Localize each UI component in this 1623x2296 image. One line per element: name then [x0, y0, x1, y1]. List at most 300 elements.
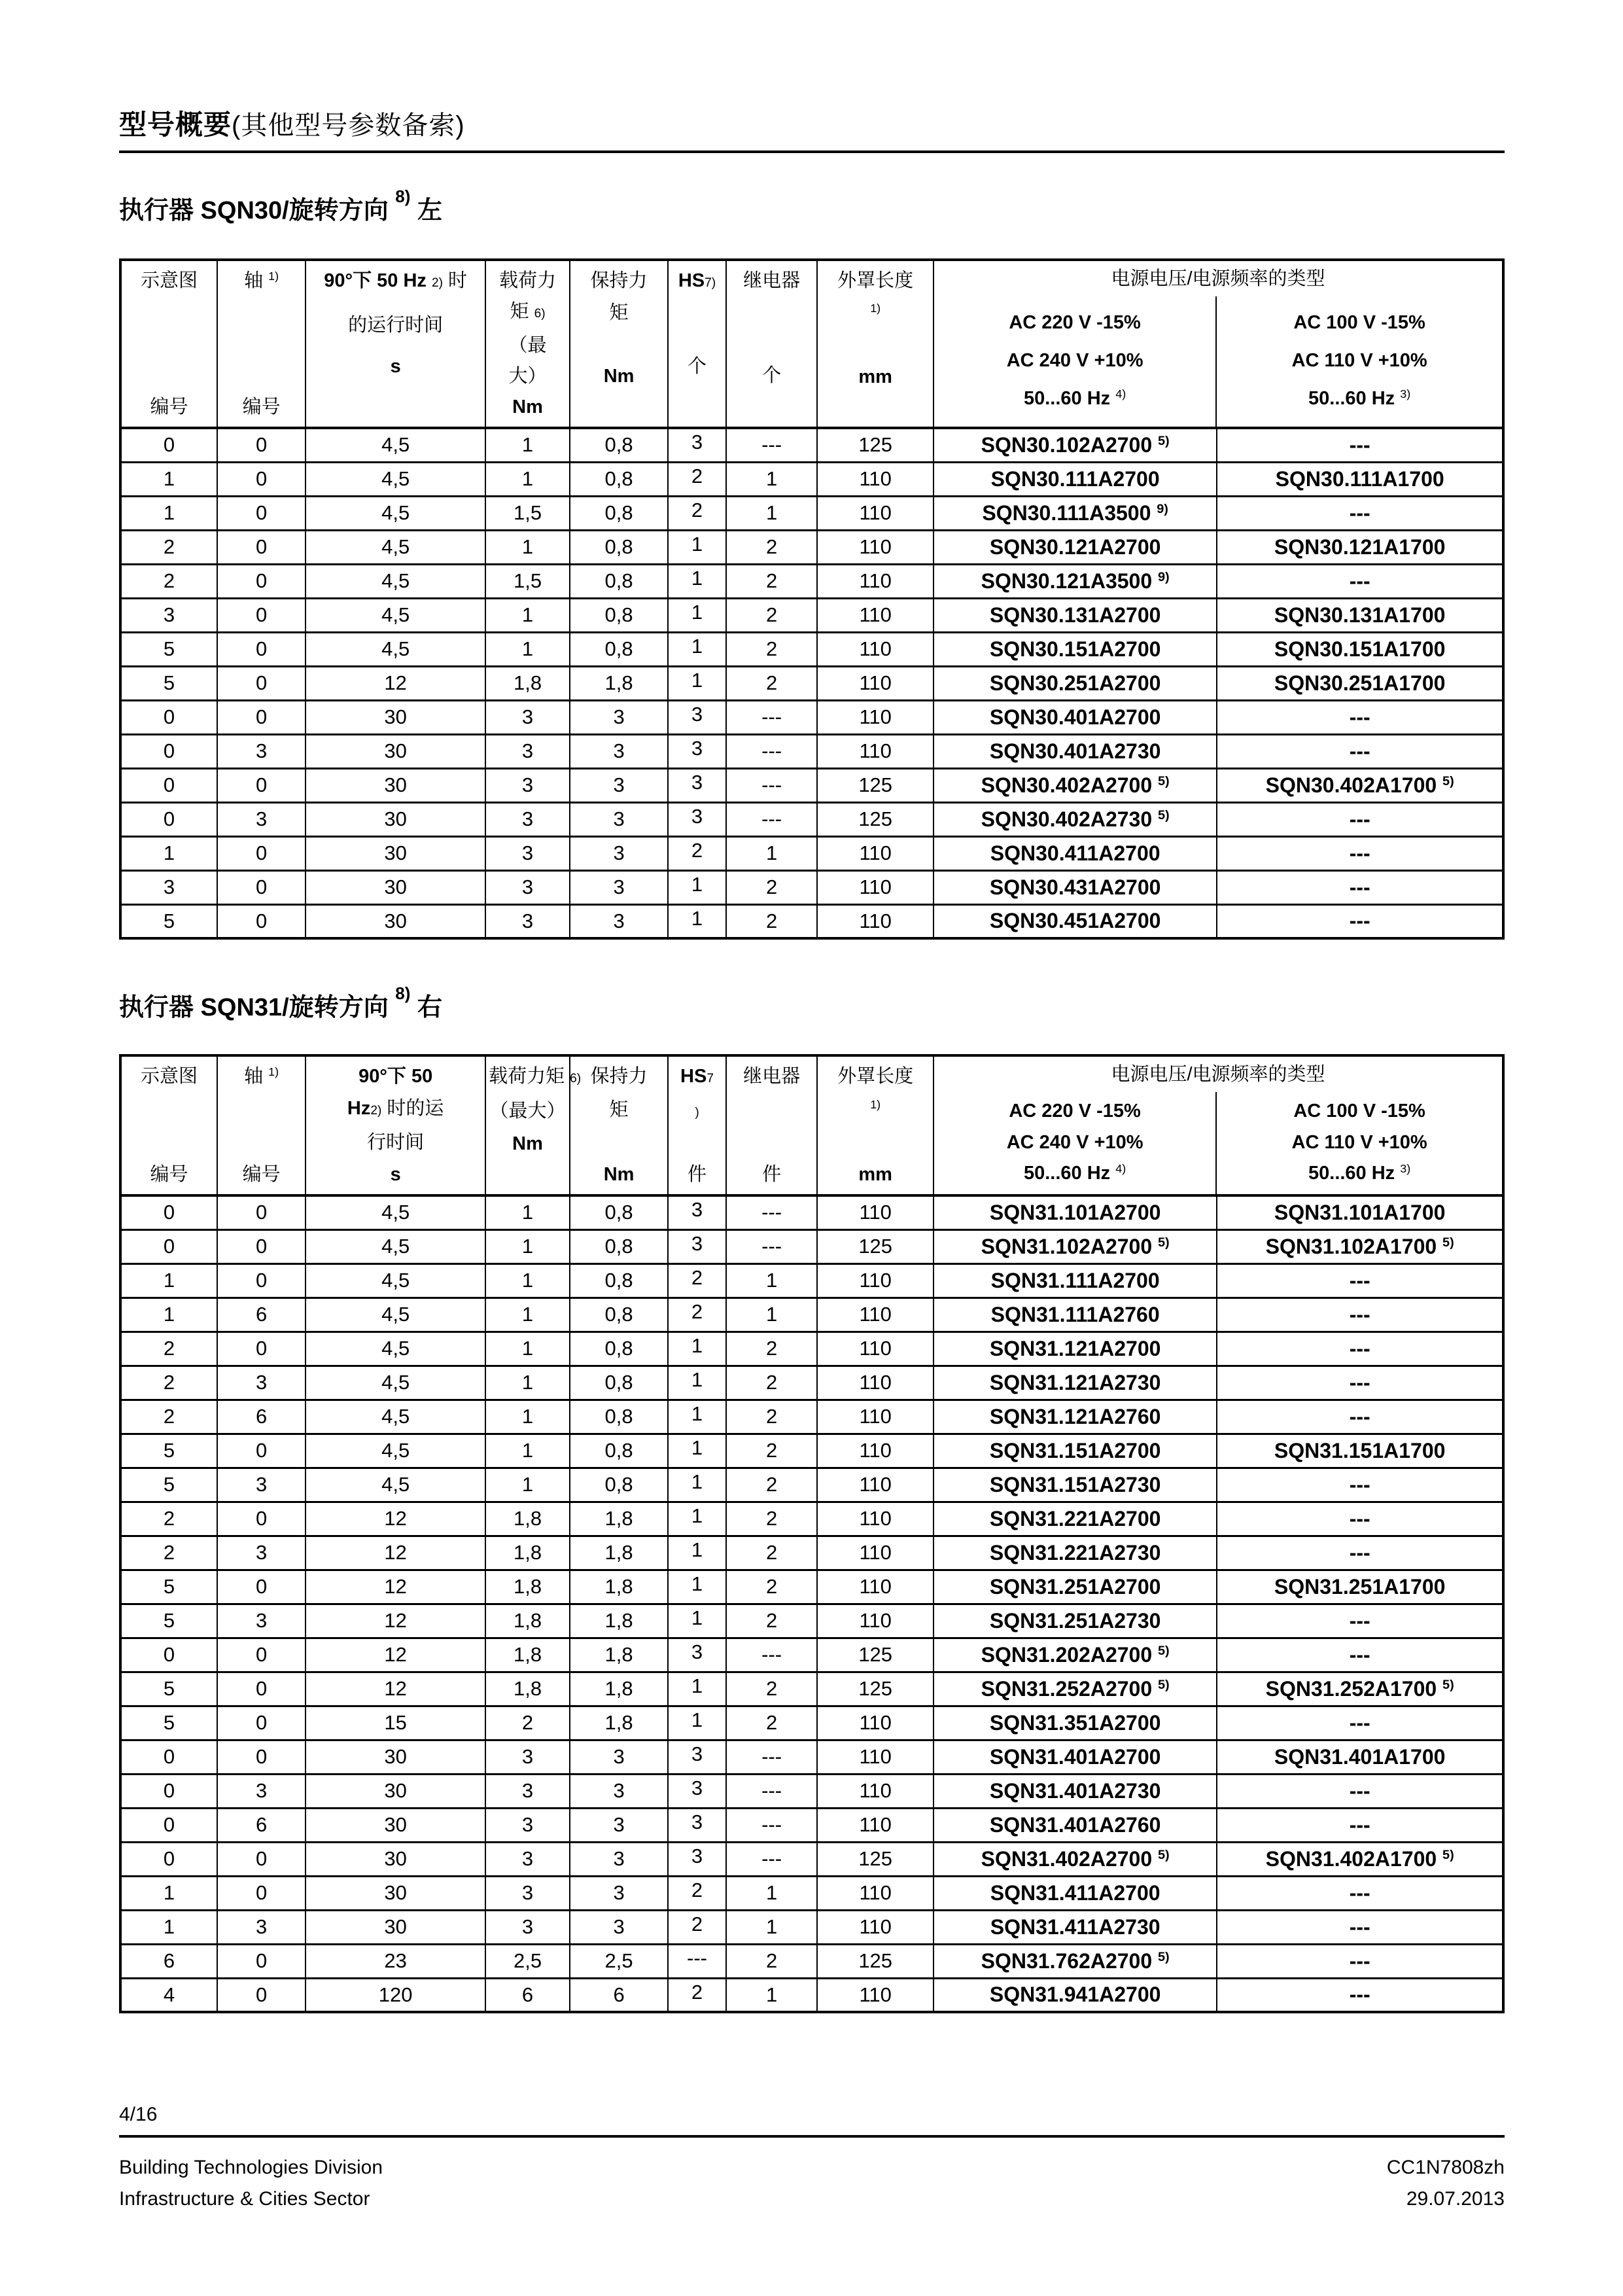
cell: 3: [570, 1808, 668, 1842]
cell: 1,8: [485, 666, 570, 700]
cell: 0: [120, 768, 217, 802]
cell: 1: [668, 904, 726, 938]
cell: 125: [817, 1944, 934, 1978]
model-number-cell: SQN31.251A2700: [934, 1570, 1217, 1604]
cell: 1: [668, 1536, 726, 1570]
cell: 3: [668, 1808, 726, 1842]
model-number-cell: SQN31.101A2700: [934, 1195, 1217, 1229]
model-number-cell: SQN31.351A2700: [934, 1706, 1217, 1740]
table-row: [120, 1944, 1503, 1978]
cell: 110: [817, 836, 934, 870]
cell: 1,8: [485, 1672, 570, 1706]
cell: 23: [305, 1944, 485, 1978]
cell: 30: [305, 836, 485, 870]
cell: 1: [485, 1229, 570, 1263]
cell: ---: [726, 1774, 818, 1808]
cell: 0: [217, 1876, 305, 1910]
cell: 0: [120, 700, 217, 734]
cell: 2: [726, 530, 818, 564]
cell: 3: [668, 802, 726, 836]
cell: 0,8: [570, 496, 668, 530]
cell: 3: [217, 1468, 305, 1502]
org-sector: Infrastructure & Cities Sector: [119, 2188, 370, 2210]
cell: 0: [217, 768, 305, 802]
cell: 2: [726, 1332, 818, 1366]
org-division: Building Technologies Division: [119, 2157, 383, 2178]
table-row: [120, 462, 1503, 496]
cell: 0: [217, 1502, 305, 1536]
table-row: [120, 904, 1503, 938]
cell: 110: [817, 1366, 934, 1400]
table-row: [120, 1400, 1503, 1434]
model-number-cell: ---: [1217, 1774, 1503, 1808]
cell: 6: [217, 1400, 305, 1434]
model-number-cell: SQN31.102A2700 $^{5)}$: [934, 1229, 1217, 1263]
power-supply-title: 电源电压/电源频率的类型: [1111, 1064, 1325, 1085]
cell: 1: [485, 530, 570, 564]
cell: 3: [485, 870, 570, 904]
cell: 3: [485, 904, 570, 938]
model-number-cell: SQN31.101A1700: [1217, 1195, 1503, 1229]
model-number-cell: SQN31.252A1700 $^{5)}$: [1217, 1672, 1503, 1706]
cell: 110: [817, 700, 934, 734]
table-row: [120, 1263, 1503, 1298]
cell: 0,8: [570, 462, 668, 496]
cell: 3: [485, 836, 570, 870]
cell: 0: [217, 462, 305, 496]
cell: 110: [817, 1910, 934, 1944]
cell: 1: [485, 1263, 570, 1298]
cell: 1: [668, 632, 726, 666]
table-row: [120, 1502, 1503, 1536]
cell: 1: [726, 1910, 818, 1944]
cell: 4,5: [305, 1332, 485, 1366]
cell: 3: [668, 1774, 726, 1808]
cell: 110: [817, 1536, 934, 1570]
cell: 0: [120, 1842, 217, 1876]
cell: 1: [668, 564, 726, 598]
page-title-rest: (其他型号参数备索): [232, 111, 465, 140]
cell: 0,8: [570, 1400, 668, 1434]
cell: 110: [817, 870, 934, 904]
model-number-cell: SQN31.111A2700: [934, 1263, 1217, 1298]
model-number-cell: ---: [1217, 1978, 1503, 2012]
cell: 2: [726, 598, 818, 632]
cell: 110: [817, 1195, 934, 1229]
table-row: [120, 1842, 1503, 1876]
cell: 1,5: [485, 564, 570, 598]
cell: 1,8: [570, 1604, 668, 1638]
cell: 2: [726, 1944, 818, 1978]
power-variant-header: AC 100 V -15% AC 110 V +10% 50...60 Hz $^{3)}$: [1291, 312, 1427, 409]
cell: 4,5: [305, 496, 485, 530]
document-date: 29.07.2013: [1406, 2188, 1505, 2210]
table-row: [120, 564, 1503, 598]
cell: 2: [120, 1536, 217, 1570]
cell: 3: [485, 734, 570, 768]
model-number-cell: SQN30.401A2700: [934, 700, 1217, 734]
model-number-cell: SQN31.411A2700: [934, 1876, 1217, 1910]
cell: 0: [217, 1434, 305, 1468]
cell: 0: [217, 1978, 305, 2012]
cell: 3: [668, 428, 726, 462]
cell: 0,8: [570, 1332, 668, 1366]
cell: 0: [217, 1944, 305, 1978]
table-row: [120, 1808, 1503, 1842]
cell: 1: [726, 1876, 818, 1910]
cell: 2: [120, 564, 217, 598]
power-variant-header: AC 220 V -15% AC 240 V +10% 50...60 Hz $^{4)}$: [934, 296, 1217, 427]
cell: 0: [217, 1332, 305, 1366]
model-number-cell: SQN30.121A3500 $^{9)}$: [934, 564, 1217, 598]
model-number-cell: SQN31.762A2700 $^{5)}$: [934, 1944, 1217, 1978]
cell: 3: [668, 1195, 726, 1229]
model-number-cell: SQN31.401A1700: [1217, 1740, 1503, 1774]
cell: 110: [817, 1774, 934, 1808]
model-number-cell: SQN31.402A1700 $^{5)}$: [1217, 1842, 1503, 1876]
model-number-cell: SQN30.121A1700: [1217, 530, 1503, 564]
power-variant-header: AC 220 V -15% AC 240 V +10% 50...60 Hz $^{4)}$: [934, 1092, 1217, 1194]
model-number-cell: SQN31.121A2760: [934, 1400, 1217, 1434]
model-number-cell: SQN31.401A2760: [934, 1808, 1217, 1842]
cell: 2: [726, 1706, 818, 1740]
cell: 0: [217, 1229, 305, 1263]
cell: 110: [817, 1604, 934, 1638]
model-number-cell: ---: [1217, 1706, 1503, 1740]
cell: 6: [217, 1298, 305, 1332]
cell: 3: [485, 768, 570, 802]
model-number-cell: SQN31.941A2700: [934, 1978, 1217, 2012]
cell: 1,8: [485, 1536, 570, 1570]
cell: 125: [817, 768, 934, 802]
column-header: 90°下 50 Hz2) 时的运 行时间 s: [305, 1055, 485, 1195]
cell: 1: [485, 462, 570, 496]
cell: 0,8: [570, 1229, 668, 1263]
column-header: 轴 $^{1)}$ 编号: [217, 260, 305, 428]
model-number-cell: ---: [1217, 1604, 1503, 1638]
cell: 1: [668, 1332, 726, 1366]
cell: 2: [726, 1604, 818, 1638]
cell: 5: [120, 1672, 217, 1706]
column-header-power-supply: [934, 260, 1503, 428]
model-number-cell: SQN31.121A2730: [934, 1366, 1217, 1400]
table-row: [120, 700, 1503, 734]
sqn31-table: [119, 1054, 1505, 2013]
cell: 4,5: [305, 1468, 485, 1502]
column-header: 外罩长度 $^{1)}$ mm: [817, 260, 934, 428]
cell: 110: [817, 632, 934, 666]
model-number-cell: SQN31.151A2730: [934, 1468, 1217, 1502]
cell: 0: [120, 1740, 217, 1774]
model-number-cell: ---: [1217, 428, 1503, 462]
cell: 0: [217, 870, 305, 904]
cell: ---: [726, 1229, 818, 1263]
cell: 1: [485, 1366, 570, 1400]
cell: 1: [485, 598, 570, 632]
cell: 3: [570, 1910, 668, 1944]
model-number-cell: ---: [1217, 1468, 1503, 1502]
cell: 125: [817, 1638, 934, 1672]
cell: ---: [726, 1195, 818, 1229]
cell: 0: [120, 1229, 217, 1263]
cell: 0: [217, 1706, 305, 1740]
cell: 12: [305, 1536, 485, 1570]
model-number-cell: SQN30.401A2730: [934, 734, 1217, 768]
cell: 0: [217, 598, 305, 632]
model-number-cell: ---: [1217, 1536, 1503, 1570]
cell: 1,8: [570, 1502, 668, 1536]
table-row: [120, 1536, 1503, 1570]
column-header: 轴 $^{1)}$ 编号: [217, 1055, 305, 1195]
cell: 5: [120, 1468, 217, 1502]
cell: ---: [726, 734, 818, 768]
model-number-cell: ---: [1217, 1332, 1503, 1366]
column-header: 载荷力 矩 6) （最 大） Nm: [485, 260, 570, 428]
cell: 1: [668, 1672, 726, 1706]
table-row: [120, 870, 1503, 904]
cell: 110: [817, 462, 934, 496]
cell: 0: [217, 700, 305, 734]
cell: 0: [120, 1195, 217, 1229]
cell: 1,8: [570, 1706, 668, 1740]
cell: 0: [120, 428, 217, 462]
cell: 30: [305, 1808, 485, 1842]
cell: 0: [120, 802, 217, 836]
cell: 4: [120, 1978, 217, 2012]
cell: 1: [668, 1434, 726, 1468]
model-number-cell: SQN30.251A1700: [1217, 666, 1503, 700]
cell: 3: [217, 1774, 305, 1808]
cell: 3: [120, 870, 217, 904]
column-header: 示意图 编号: [120, 1055, 217, 1195]
table-row: [120, 1570, 1503, 1604]
table-row: [120, 1195, 1503, 1229]
model-number-cell: ---: [1217, 1263, 1503, 1298]
cell: 0,8: [570, 1434, 668, 1468]
cell: 3: [217, 734, 305, 768]
cell: 4,5: [305, 1366, 485, 1400]
column-header: 载荷力矩 6) （最大） Nm: [485, 1055, 570, 1195]
cell: 4,5: [305, 1298, 485, 1332]
model-number-cell: SQN31.151A2700: [934, 1434, 1217, 1468]
model-number-cell: ---: [1217, 564, 1503, 598]
cell: 0: [217, 1842, 305, 1876]
table-row: [120, 1638, 1503, 1672]
cell: 15: [305, 1706, 485, 1740]
cell: 6: [120, 1944, 217, 1978]
cell: 1: [485, 1332, 570, 1366]
model-number-cell: SQN31.202A2700 $^{5)}$: [934, 1638, 1217, 1672]
cell: 1: [485, 632, 570, 666]
power-variant-header: AC 100 V -15% AC 110 V +10% 50...60 Hz $^{3)}$: [1291, 1101, 1427, 1184]
table-row: [120, 1468, 1503, 1502]
cell: 0,8: [570, 1366, 668, 1400]
cell: 3: [570, 836, 668, 870]
model-number-cell: SQN30.102A2700 $^{5)}$: [934, 428, 1217, 462]
cell: 110: [817, 1808, 934, 1842]
cell: 4,5: [305, 530, 485, 564]
document-code: CC1N7808zh: [1386, 2157, 1505, 2178]
section-title-tail: 左: [410, 197, 442, 224]
cell: 1: [485, 1195, 570, 1229]
cell: 110: [817, 904, 934, 938]
cell: 3: [485, 700, 570, 734]
cell: 2: [668, 836, 726, 870]
cell: 2,5: [485, 1944, 570, 1978]
model-number-cell: SQN31.401A2730: [934, 1774, 1217, 1808]
column-header: 保持力 矩 Nm: [570, 260, 668, 428]
cell: 3: [217, 1604, 305, 1638]
cell: 1: [485, 1434, 570, 1468]
cell: 2: [485, 1706, 570, 1740]
model-number-cell: ---: [1217, 1876, 1503, 1910]
column-header: 继电器 件: [726, 1055, 818, 1195]
cell: 30: [305, 904, 485, 938]
table-row: [120, 1876, 1503, 1910]
cell: 2: [726, 904, 818, 938]
table-row: [120, 632, 1503, 666]
cell: 4,5: [305, 1195, 485, 1229]
cell: 3: [570, 1774, 668, 1808]
cell: 2: [726, 666, 818, 700]
cell: 1,5: [485, 496, 570, 530]
cell: 3: [570, 734, 668, 768]
cell: 1: [668, 530, 726, 564]
cell: 3: [570, 802, 668, 836]
cell: 2: [726, 632, 818, 666]
cell: 3: [570, 700, 668, 734]
cell: 0,8: [570, 632, 668, 666]
cell: 3: [570, 1842, 668, 1876]
cell: 1: [726, 1298, 818, 1332]
cell: 3: [485, 1876, 570, 1910]
footer-divider: [119, 2135, 1505, 2138]
cell: 3: [668, 1229, 726, 1263]
cell: 110: [817, 1263, 934, 1298]
cell: 1: [726, 462, 818, 496]
cell: 110: [817, 1298, 934, 1332]
cell: 0,8: [570, 1263, 668, 1298]
cell: 1: [120, 496, 217, 530]
cell: 0: [217, 666, 305, 700]
table-row: [120, 768, 1503, 802]
cell: 3: [570, 1740, 668, 1774]
cell: 30: [305, 1876, 485, 1910]
cell: 110: [817, 530, 934, 564]
cell: 0,8: [570, 1468, 668, 1502]
table-row: [120, 598, 1503, 632]
model-number-cell: SQN30.251A2700: [934, 666, 1217, 700]
page-title-bold: 型号概要: [119, 109, 232, 140]
cell: ---: [726, 1740, 818, 1774]
cell: 30: [305, 768, 485, 802]
model-number-cell: ---: [1217, 700, 1503, 734]
model-number-cell: ---: [1217, 904, 1503, 938]
section-title-text: 执行器 SQN31/旋转方向: [119, 994, 396, 1021]
table-row: [120, 802, 1503, 836]
cell: 0: [217, 530, 305, 564]
column-header: HS7) 个: [668, 260, 726, 428]
table-row: [120, 1740, 1503, 1774]
table-row: [120, 1229, 1503, 1263]
cell: 30: [305, 1910, 485, 1944]
cell: 2: [668, 1263, 726, 1298]
cell: 0: [217, 428, 305, 462]
footnote-marker: 8): [395, 186, 411, 206]
table-row: [120, 836, 1503, 870]
model-number-cell: SQN30.131A2700: [934, 598, 1217, 632]
column-header: 示意图 编号: [120, 260, 217, 428]
cell: 1: [120, 1263, 217, 1298]
model-number-cell: ---: [1217, 1366, 1503, 1400]
cell: 0: [120, 734, 217, 768]
cell: 1,8: [570, 1638, 668, 1672]
cell: 3: [217, 1366, 305, 1400]
cell: 110: [817, 1502, 934, 1536]
section-title-sqn30: [119, 186, 1505, 226]
cell: 125: [817, 1672, 934, 1706]
cell: 0: [120, 1774, 217, 1808]
cell: 4,5: [305, 598, 485, 632]
cell: 1: [726, 496, 818, 530]
cell: 6: [485, 1978, 570, 2012]
cell: 2: [668, 1910, 726, 1944]
cell: 3: [570, 870, 668, 904]
cell: 2: [726, 1672, 818, 1706]
section-sqn31: [119, 983, 1505, 2013]
cell: 2: [120, 530, 217, 564]
table-row: [120, 1434, 1503, 1468]
cell: 1: [668, 666, 726, 700]
cell: 1: [120, 1910, 217, 1944]
page-footer: [119, 2104, 1505, 2215]
cell: 110: [817, 734, 934, 768]
model-number-cell: ---: [1217, 1808, 1503, 1842]
cell: 3: [485, 1842, 570, 1876]
cell: 1,8: [485, 1604, 570, 1638]
cell: 2: [726, 1400, 818, 1434]
model-number-cell: SQN31.221A2700: [934, 1502, 1217, 1536]
cell: 2: [120, 1400, 217, 1434]
cell: 3: [217, 1536, 305, 1570]
model-number-cell: SQN30.431A2700: [934, 870, 1217, 904]
cell: 1: [668, 1502, 726, 1536]
cell: 5: [120, 1604, 217, 1638]
document-info-block: [1387, 2152, 1505, 2215]
cell: 0: [217, 1638, 305, 1672]
cell: 5: [120, 1706, 217, 1740]
model-number-cell: SQN31.411A2730: [934, 1910, 1217, 1944]
table-row: [120, 496, 1503, 530]
table-row: [120, 530, 1503, 564]
cell: 4,5: [305, 1400, 485, 1434]
cell: 0,8: [570, 598, 668, 632]
cell: 110: [817, 1706, 934, 1740]
cell: ---: [726, 1842, 818, 1876]
model-number-cell: ---: [1217, 496, 1503, 530]
section-title-tail: 右: [410, 994, 442, 1021]
cell: 1: [120, 462, 217, 496]
cell: ---: [726, 802, 818, 836]
cell: 1: [668, 1706, 726, 1740]
page-content: [119, 0, 1505, 2215]
column-header: 保持力 矩 Nm: [570, 1055, 668, 1195]
cell: 3: [668, 768, 726, 802]
cell: 1: [668, 870, 726, 904]
cell: 1: [485, 1468, 570, 1502]
cell: 2: [726, 1502, 818, 1536]
cell: 4,5: [305, 1229, 485, 1263]
